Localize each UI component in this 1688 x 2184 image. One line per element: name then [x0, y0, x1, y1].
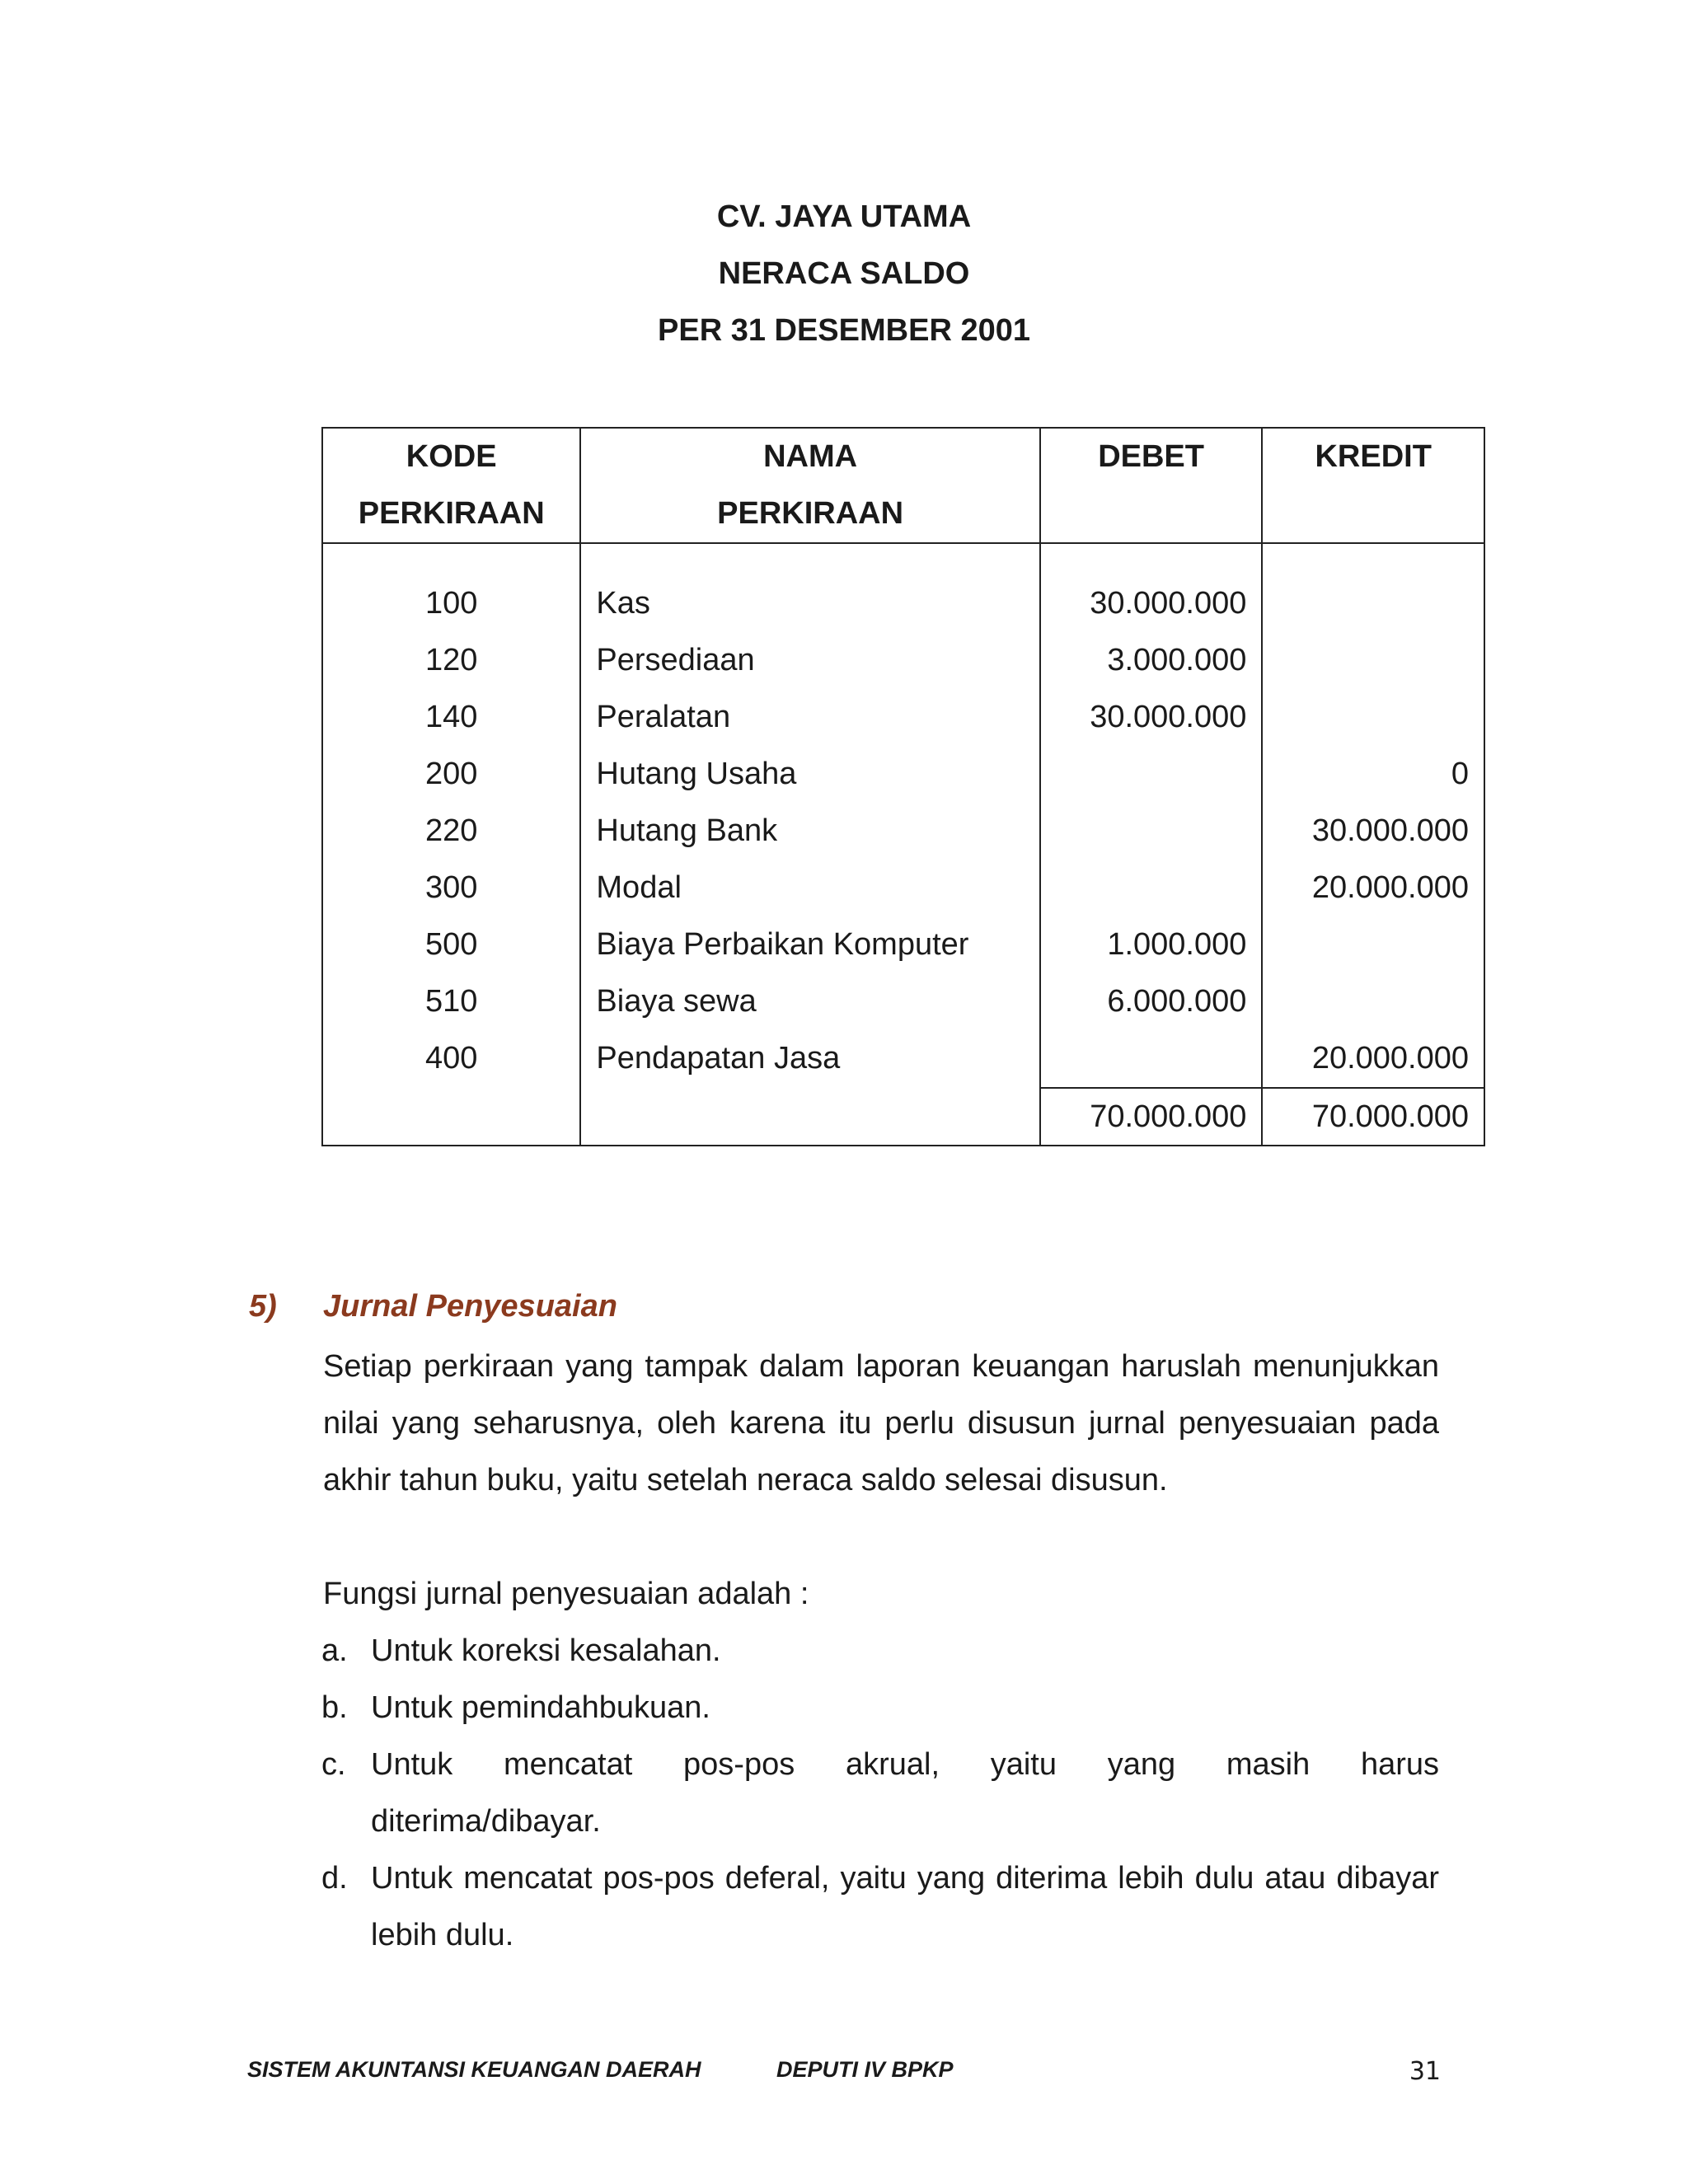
list-item — [321, 1623, 1439, 1680]
report-period: PER 31 DESEMBER 2001 — [658, 313, 1030, 348]
table-cell-kredit — [1263, 575, 1469, 632]
total-empty-kode — [322, 1088, 580, 1146]
table-cell-kode: 510 — [425, 984, 478, 1019]
page-footer — [247, 2057, 1441, 2090]
company-name: CV. JAYA UTAMA — [716, 199, 972, 234]
list-marker: a. — [321, 1633, 348, 1668]
table-cell-nama: Biaya Perbaikan Komputer — [596, 927, 969, 962]
table-cell-nama: Kas — [596, 586, 650, 621]
section-title: Jurnal Penyesuaian — [323, 1289, 617, 1324]
table-cell-debet — [1041, 803, 1247, 860]
list-item — [321, 1736, 1439, 1850]
table-cell-kode: 120 — [425, 643, 478, 677]
section-paragraph: Setiap perkiraan yang tampak dalam laporan keuangan haruslah menunjukkan nilai yang seharusnya, oleh karena itu perlu disusun jurnal penyesuaian pada akhir tahun buku, yaitu setelah neraca saldo selesai disusun. — [323, 1349, 1439, 1497]
table-cell-debet — [1041, 860, 1247, 916]
list-item-text: Untuk pemindahbukuan. — [371, 1690, 710, 1725]
table-cell-kode: 100 — [425, 586, 478, 621]
list-item-text: Untuk mencatat pos-pos deferal, yaitu yang diterima lebih dulu atau dibayar lebih dulu. — [371, 1861, 1439, 1952]
report-title: NERACA SALDO — [718, 256, 970, 291]
list-item — [321, 1850, 1439, 1964]
page-number: 31 — [1409, 2057, 1441, 2086]
footer-document-title: SISTEM AKUNTANSI KEUANGAN DAERAH — [247, 2057, 701, 2082]
column-header-debet-label: DEBET — [1098, 439, 1204, 474]
table-cell-nama: Peralatan — [596, 700, 731, 734]
column-header-kredit — [1262, 428, 1484, 543]
table-cell-nama: Hutang Usaha — [596, 757, 797, 791]
debet-column — [1040, 543, 1263, 1088]
total-row — [322, 1088, 1484, 1146]
column-header-nama-line2: PERKIRAAN — [717, 496, 904, 531]
column-header-nama — [580, 428, 1039, 543]
table-cell-kredit: 0 — [1451, 757, 1469, 791]
trial-balance-table — [321, 427, 1485, 1146]
table-cell-nama: Persediaan — [596, 643, 755, 677]
table-cell-kode: 300 — [425, 870, 478, 905]
table-cell-nama: Hutang Bank — [596, 813, 778, 848]
table-cell-kode: 500 — [425, 927, 478, 962]
table-cell-debet: 30.000.000 — [1090, 700, 1247, 734]
column-header-kode — [322, 428, 580, 543]
table-cell-nama: Pendapatan Jasa — [596, 1041, 841, 1076]
table-cell-kode: 400 — [425, 1041, 478, 1076]
table-cell-kode: 200 — [425, 757, 478, 791]
list-marker: c. — [321, 1747, 346, 1782]
table-cell-kredit: 20.000.000 — [1311, 1041, 1469, 1076]
table-cell-kredit — [1263, 632, 1469, 689]
table-cell-debet — [1041, 1030, 1247, 1087]
table-cell-debet: 1.000.000 — [1107, 927, 1247, 962]
table-cell-kredit: 20.000.000 — [1311, 870, 1469, 905]
table-cell-kredit — [1263, 973, 1469, 1030]
column-header-nama-line1: NAMA — [763, 439, 858, 474]
column-header-kode-line1: KODE — [406, 439, 497, 474]
table-cell-kode: 140 — [425, 700, 478, 734]
footer-publisher: DEPUTI IV BPKP — [776, 2057, 954, 2082]
list-item — [321, 1680, 1439, 1736]
table-cell-nama: Modal — [596, 870, 682, 905]
column-header-kode-line2: PERKIRAAN — [358, 496, 545, 531]
list-marker: d. — [321, 1861, 348, 1896]
column-header-debet — [1040, 428, 1263, 543]
list-item-text: Untuk mencatat pos-pos akrual, yaitu yang masih harus diterima/dibayar. — [371, 1747, 1439, 1839]
table-cell-kredit — [1263, 689, 1469, 746]
list-marker: b. — [321, 1690, 348, 1725]
column-header-kredit-label: KREDIT — [1315, 439, 1432, 474]
table-cell-debet: 30.000.000 — [1090, 586, 1247, 621]
functions-list — [321, 1623, 1439, 1964]
table-cell-debet — [1041, 746, 1247, 803]
total-empty-nama — [580, 1088, 1039, 1146]
kredit-column — [1262, 543, 1484, 1088]
nama-column — [580, 543, 1039, 1088]
table-cell-kredit — [1263, 916, 1469, 973]
table-cell-nama: Biaya sewa — [596, 984, 757, 1019]
table-cell-debet: 6.000.000 — [1107, 984, 1247, 1019]
functions-intro: Fungsi jurnal penyesuaian adalah : — [323, 1577, 809, 1611]
list-item-text: Untuk koreksi kesalahan. — [371, 1633, 721, 1668]
section-number: 5) — [249, 1289, 277, 1324]
kode-column — [322, 543, 580, 1088]
table-cell-kredit: 30.000.000 — [1311, 813, 1469, 848]
total-debet: 70.000.000 — [1040, 1088, 1263, 1146]
table-cell-kode: 220 — [425, 813, 478, 848]
table-cell-debet: 3.000.000 — [1107, 643, 1247, 677]
total-kredit: 70.000.000 — [1262, 1088, 1484, 1146]
